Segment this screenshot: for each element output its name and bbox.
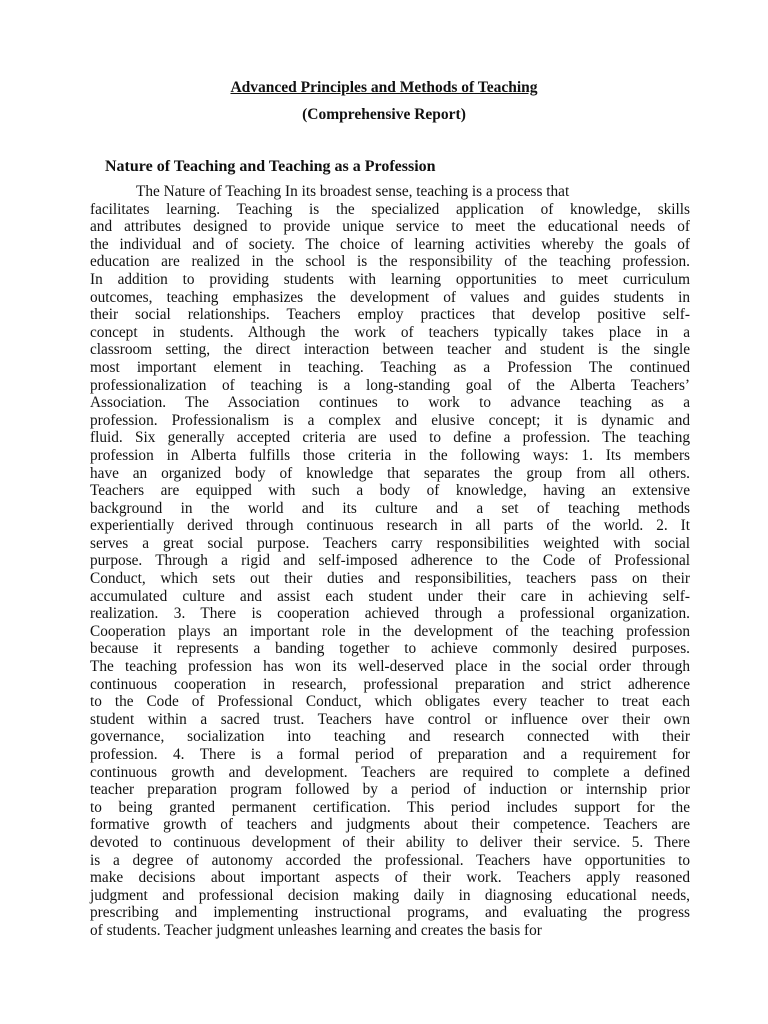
body-line: education are realized in the school is the responsibility of the teaching profession.: [90, 253, 690, 271]
body-line: The Nature of Teaching In its broadest sense, teaching is a process that: [136, 183, 570, 200]
body-line: continuous growth and development. Teachers are required to complete a defined: [90, 763, 690, 781]
body-line: facilitates learning. Teaching is the specialized application of knowledge, skills: [90, 200, 690, 218]
body-line: realization. 3. There is cooperation achieved through a professional organization.: [90, 605, 690, 623]
body-line: profession. Professionalism is a complex and elusive concept; it is dynamic and: [90, 411, 690, 429]
body-line: Conduct, which sets out their duties and responsibilities, teachers pass on their: [90, 570, 690, 588]
body-line: purpose. Through a rigid and self-imposed adherence to the Code of Professional: [90, 552, 690, 570]
body-line: professionalization of teaching is a long-standing goal of the Alberta Teachers’: [90, 376, 690, 394]
body-line: most important element in teaching. Teaching as a Profession The continued: [90, 358, 690, 376]
body-line: fluid. Six generally accepted criteria are used to define a profession. The teaching: [90, 429, 690, 447]
body-line: experientially derived through continuous research in all parts of the world. 2. It: [90, 517, 690, 535]
body-line: to the Code of Professional Conduct, which obligates every teacher to treat each: [90, 693, 690, 711]
body-line: accumulated culture and assist each student under their care in achieving self-: [90, 587, 690, 605]
body-line: profession in Alberta fulfills those criteria in the following ways: 1. Its members: [90, 446, 690, 464]
body-line: teacher preparation program followed by a period of induction or internship prior: [90, 781, 690, 799]
body-line: formative growth of teachers and judgments about their competence. Teachers are: [90, 816, 690, 834]
body-line: devoted to continuous development of their ability to deliver their service. 5. There: [90, 833, 690, 851]
body-line: the individual and of society. The choice of learning activities whereby the goals of: [90, 235, 690, 253]
body-line: is a degree of autonomy accorded the professional. Teachers have opportunities to: [90, 851, 690, 869]
body-line: governance, socialization into teaching and research connected with their: [90, 728, 690, 746]
body-line: serves a great social purpose. Teachers carry responsibilities weighted with social: [90, 534, 690, 552]
body-line: judgment and professional decision making daily in diagnosing educational needs,: [90, 886, 690, 904]
body-line: because it represents a banding together to achieve commonly desired purposes.: [90, 640, 690, 658]
body-line: classroom setting, the direct interaction between teacher and student is the single: [90, 341, 690, 359]
body-line: profession. 4. There is a formal period of preparation and a requirement for: [90, 746, 690, 763]
body-line: In addition to providing students with learning opportunities to meet curriculum: [90, 270, 690, 288]
body-line: to being granted permanent certification. This period includes support for the: [90, 798, 690, 816]
document-title-text: Advanced Principles and Methods of Teaching: [230, 79, 538, 96]
body-line: The teaching profession has won its well-deserved place in the social order through: [90, 658, 690, 676]
body-line: and attributes designed to provide unique service to meet the educational needs of: [90, 218, 690, 236]
body-line: make decisions about important aspects of their work. Teachers apply reasoned: [90, 869, 690, 887]
body-line: of students. Teacher judgment unleashes learning and creates the basis for: [90, 921, 542, 939]
body-line: their social relationships. Teachers employ practices that develop positive self-: [90, 306, 690, 324]
body-line: concept in students. Although the work of teachers typically takes place in a: [90, 323, 690, 341]
body-line: Association. The Association continues to work to advance teaching as a: [90, 394, 690, 412]
body-line: background in the world and its culture and a set of teaching methods: [90, 499, 690, 517]
body-line: prescribing and implementing instructional programs, and evaluating the progress: [90, 904, 690, 922]
body-line: Cooperation plays an important role in the development of the teaching profession: [90, 622, 690, 640]
body-line: continuous cooperation in research, professional preparation and strict adherence: [90, 675, 690, 693]
body-line: Teachers are equipped with such a body of knowledge, having an extensive: [90, 482, 690, 500]
body-line: student within a sacred trust. Teachers have control or influence over their own: [90, 710, 690, 728]
document-subtitle: (Comprehensive Report): [302, 106, 466, 123]
section-heading: Nature of Teaching and Teaching as a Profession: [105, 158, 436, 175]
body-paragraph: [90, 183, 690, 940]
body-line: outcomes, teaching emphasizes the development of values and guides students in: [90, 288, 690, 306]
body-line: have an organized body of knowledge that separates the group from all others.: [90, 464, 690, 482]
document-title: [0, 78, 768, 98]
